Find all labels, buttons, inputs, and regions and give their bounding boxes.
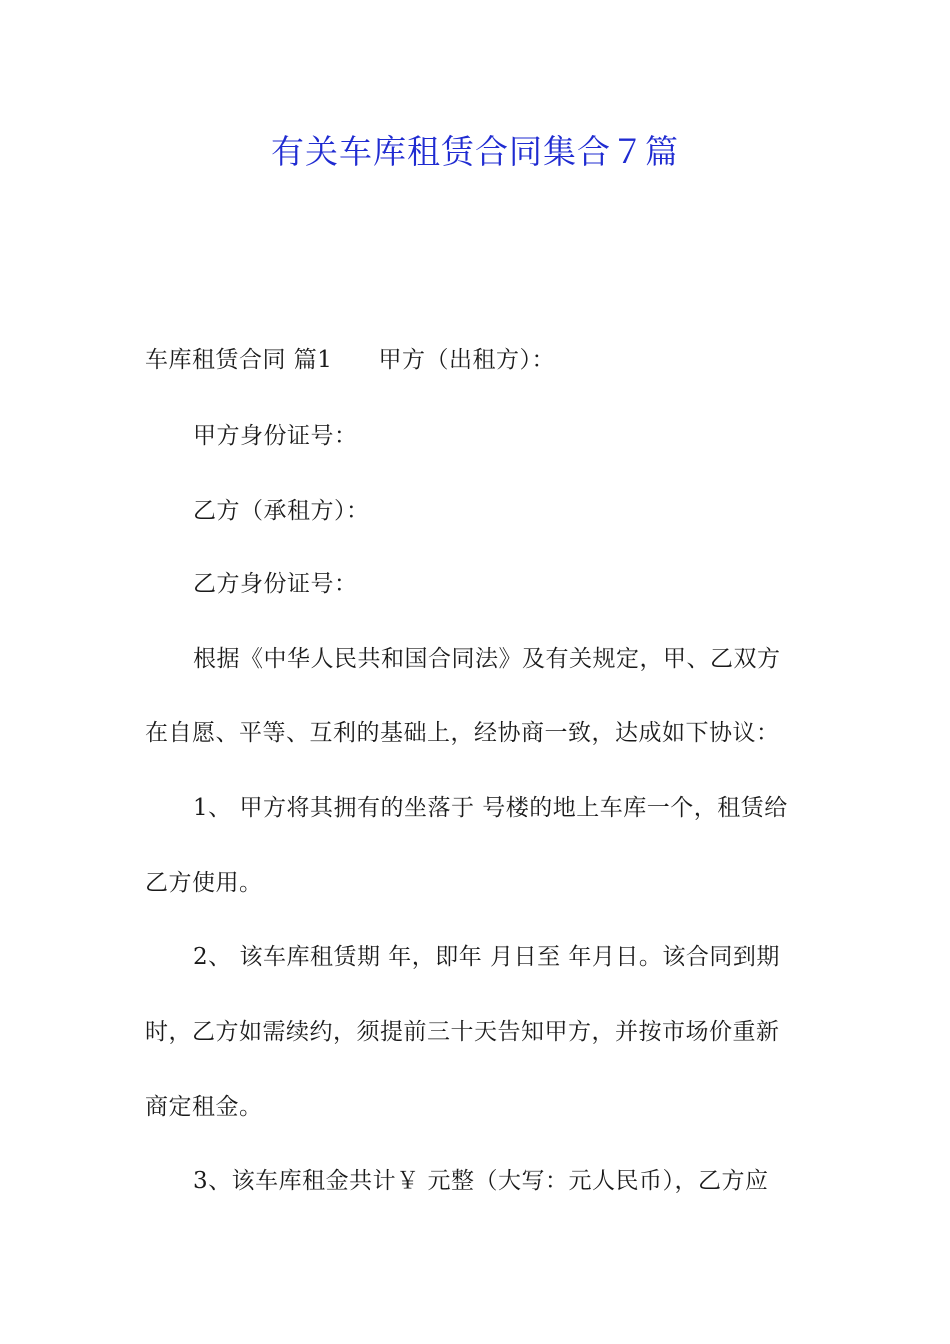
document-title: 有关车库租赁合同集合７篇 xyxy=(271,132,679,171)
party-b-id-line: 乙方身份证号： xyxy=(193,571,358,597)
paragraph-line: 时，乙方如需续约，须提前三十天告知甲方，并按市场价重新 xyxy=(145,1019,780,1045)
paragraph-line: 根据《中华人民共和国合同法》及有关规定，甲、乙双方 xyxy=(193,646,781,672)
paragraph-line: 1、 甲方将其拥有的坐落于 号楼的地上车库一个，租赁给 xyxy=(193,795,788,821)
paragraph-line: 2、 该车库租赁期 年，即年 月日至 年月日。该合同到期 xyxy=(193,944,780,970)
party-b-label-line: 乙方（承租方）： xyxy=(193,498,370,524)
paragraph-line: 在自愿、平等、互利的基础上，经协商一致，达成如下协议： xyxy=(145,720,780,746)
party-a-id-line: 甲方身份证号： xyxy=(193,423,358,449)
paragraph-line: 3、该车库租金共计￥ 元整（大写：元人民币），乙方应 xyxy=(193,1168,769,1194)
paragraph-line: 商定租金。 xyxy=(145,1094,263,1120)
section-heading: 车库租赁合同 篇1 xyxy=(145,347,333,373)
paragraph-line: 乙方使用。 xyxy=(145,870,263,896)
party-a-label: 甲方（出租方）： xyxy=(378,347,555,373)
section-heading-line xyxy=(145,343,810,377)
